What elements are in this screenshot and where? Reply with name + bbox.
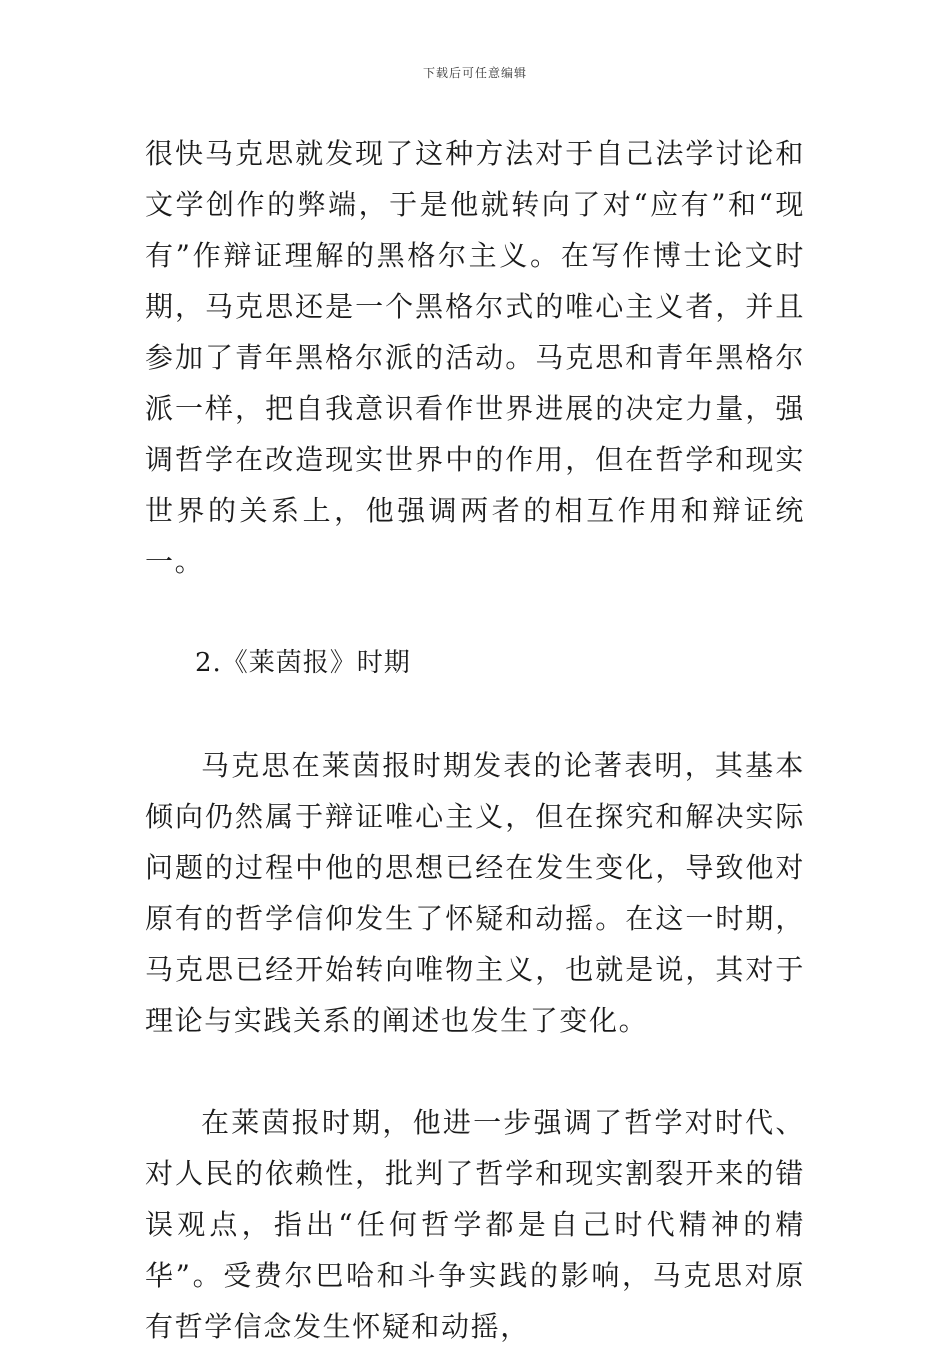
page-header: 下载后可任意编辑 <box>422 66 527 80</box>
paragraph-gap <box>145 689 805 740</box>
paragraph-2: 马克思在莱茵报时期发表的论著表明，其基本倾向仍然属于辩证唯心主义，但在探究和解决实际问题的过程中他的思想已经在发生变化，导致他对原有的哲学信仰发生了怀疑和动摇。在这一时期，马克思已经开始转向唯物主义，也就是说，其对于理论与实践关系的阐述也发生了变化。 <box>145 749 805 1037</box>
paragraph-gap <box>145 587 805 638</box>
paragraph-gap <box>145 1046 805 1097</box>
paragraph-3: 在莱茵报时期，他进一步强调了哲学对时代、对人民的依赖性，批判了哲学和现实割裂开来的错误观点，指出“任何哲学都是自己时代精神的精华”。受费尔巴哈和斗争实践的影响，马克思对原有哲学信念发生怀疑和动摇， <box>145 1106 805 1343</box>
paragraph-1: 很快马克思就发现了这种方法对于自己法学讨论和文学创作的弊端，于是他就转向了对“应有”和“现有”作辩证理解的黑格尔主义。在写作博士论文时期，马克思还是一个黑格尔式的唯心主义者，并且参加了青年黑格尔派的活动。马克思和青年黑格尔派一样，把自我意识看作世界进展的决定力量，强调哲学在改造现实世界中的作用，但在哲学和现实世界的关系上，他强调两者的相互作用和辩证统一。 <box>145 137 805 578</box>
document-body <box>145 128 805 1352</box>
section-heading: 2.《莱茵报》时期 <box>195 648 411 678</box>
